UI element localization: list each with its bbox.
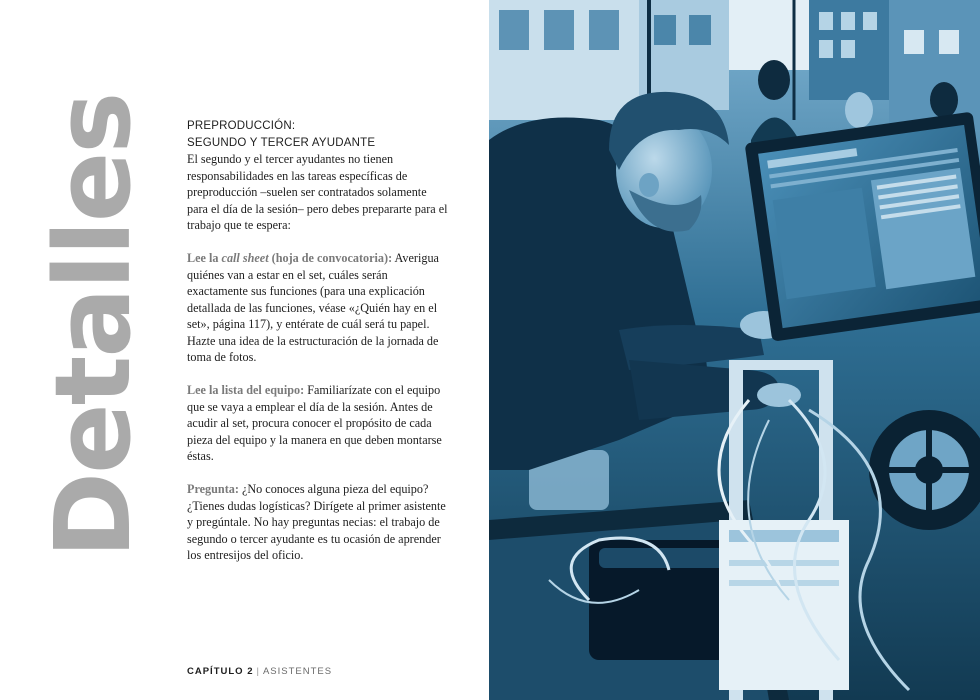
heading-line-1: PREPRODUCCIÓN: bbox=[187, 120, 296, 132]
section-lead: Pregunta: bbox=[187, 482, 239, 496]
page-footer bbox=[187, 666, 332, 677]
intro-paragraph: El segundo y el tercer ayudantes no tienen responsabilidades en las tareas específicas de preproducción –suelen ser contratados solamente para el día de la sesión– pero debes prepararte para el trabajo que te espera: bbox=[187, 152, 448, 232]
section-call-sheet bbox=[187, 250, 449, 366]
lead-prefix: Lee la bbox=[187, 251, 222, 265]
heading-line-2: SEGUNDO Y TERCER AYUDANTE bbox=[187, 136, 376, 149]
lead-suffix: (hoja de convocatoria): bbox=[268, 251, 393, 265]
lead-italic: call sheet bbox=[221, 251, 269, 265]
footer-section: ASISTENTES bbox=[262, 666, 333, 677]
text-column bbox=[187, 118, 449, 580]
section-paragraph bbox=[187, 481, 449, 564]
section-lead: Lee la lista del equipo: bbox=[187, 383, 305, 397]
section-body: ¿No conoces alguna pieza del equipo? ¿Tienes dudas logísticas? Dirígete al primer asistente y pregúntale. No hay preguntas necias: el trabajo de segundo o tercer ayudante es tu ocasión de aprender los entresijos del oficio. bbox=[187, 482, 446, 562]
footer-chapter: CAPÍTULO 2 bbox=[187, 666, 254, 677]
section-lead bbox=[187, 251, 392, 265]
section-questions bbox=[187, 481, 449, 564]
photo-assistant-with-monitor bbox=[489, 0, 980, 700]
section-paragraph bbox=[187, 382, 449, 465]
duotone-photo-illustration bbox=[489, 0, 980, 700]
heading bbox=[187, 118, 449, 151]
section-body: Familiarízate con el equipo que se vaya a emplear el día de la sesión. Antes de acudir al set, procura conocer el propósito de cada pieza del equipo y la manera en que deben montarse éstas. bbox=[187, 383, 442, 463]
section-equipment-list bbox=[187, 382, 449, 465]
left-page bbox=[0, 0, 489, 700]
section-body: Averigua quiénes van a estar en el set, cuáles serán exactamente sus funciones (para una explicación detallada de las funciones, véase «¿Quién hay en el set», página 117), y entérate de cuál será tu papel. Hazte una idea de la estructuración de la jornada de toma de fotos. bbox=[187, 251, 439, 364]
section-paragraph bbox=[187, 250, 449, 366]
intro-block bbox=[187, 118, 449, 234]
footer-separator: | bbox=[256, 666, 260, 677]
vertical-title: Detalles bbox=[32, 93, 154, 559]
